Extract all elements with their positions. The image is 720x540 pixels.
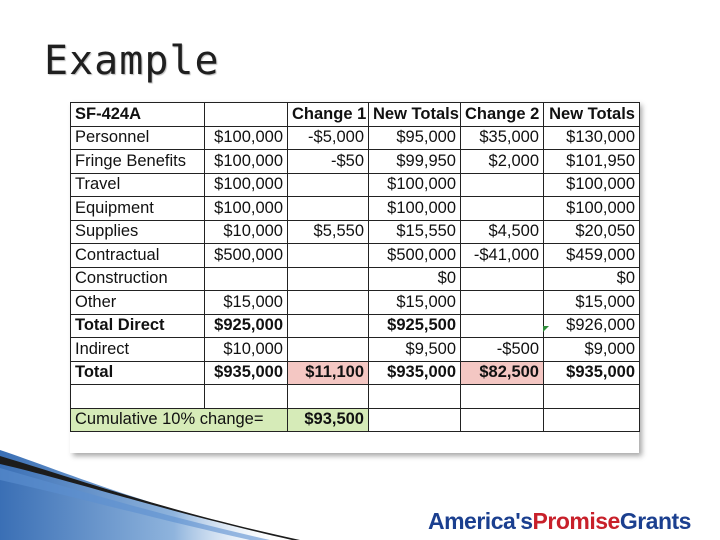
cell-newtotal2: $20,050 — [544, 220, 640, 244]
cell-original: $100,000 — [205, 197, 288, 221]
row-label: Total — [71, 361, 205, 385]
cell-original: $100,000 — [205, 126, 288, 150]
cell-change2 — [461, 314, 544, 338]
cell-change1 — [288, 267, 369, 291]
cumulative-value: $93,500 — [288, 408, 369, 432]
slide-title: Example — [44, 38, 220, 84]
table-row-equipment — [71, 197, 640, 221]
cell-change1: $5,550 — [288, 220, 369, 244]
row-label: Contractual — [71, 244, 205, 268]
cell-original: $925,000 — [205, 314, 288, 338]
blank-cell — [461, 408, 544, 432]
blank-cell — [544, 385, 640, 409]
cell-newtotal1: $99,950 — [369, 150, 461, 174]
cell-original: $100,000 — [205, 173, 288, 197]
cell-newtotal1: $9,500 — [369, 338, 461, 362]
row-label: Personnel — [71, 126, 205, 150]
cell-original: $10,000 — [205, 220, 288, 244]
cell-original: $10,000 — [205, 338, 288, 362]
row-label: Indirect — [71, 338, 205, 362]
cell-change2: -$41,000 — [461, 244, 544, 268]
cell-newtotal1: $925,500 — [369, 314, 461, 338]
table-row-construction — [71, 267, 640, 291]
cell-newtotal1: $100,000 — [369, 173, 461, 197]
cell-newtotal2: $9,000 — [544, 338, 640, 362]
table-row-fringe — [71, 150, 640, 174]
cell-newtotal2: $101,950 — [544, 150, 640, 174]
blank-cell — [369, 385, 461, 409]
cell-change1: -$50 — [288, 150, 369, 174]
cell-newtotal2: $100,000 — [544, 197, 640, 221]
table-row-personnel — [71, 126, 640, 150]
cell-change1 — [288, 197, 369, 221]
cell-original: $500,000 — [205, 244, 288, 268]
row-label: Construction — [71, 267, 205, 291]
cell-newtotal2: $130,000 — [544, 126, 640, 150]
row-label: Equipment — [71, 197, 205, 221]
cell-newtotal2: $926,000 — [544, 314, 640, 338]
table-row-contractual — [71, 244, 640, 268]
brand-logo — [428, 508, 691, 535]
row-label: Fringe Benefits — [71, 150, 205, 174]
table-row-total — [71, 361, 640, 385]
table-row-total-direct — [71, 314, 640, 338]
cell-change2 — [461, 291, 544, 315]
table-row-travel — [71, 173, 640, 197]
cell-change2: $35,000 — [461, 126, 544, 150]
row-label: Supplies — [71, 220, 205, 244]
cell-change1 — [288, 338, 369, 362]
cumulative-label: Cumulative 10% change= — [71, 408, 288, 432]
blank-cell — [461, 385, 544, 409]
cell-change1: -$5,000 — [288, 126, 369, 150]
header-cell-newtotals2: New Totals — [544, 103, 640, 127]
cell-change2: $2,000 — [461, 150, 544, 174]
blank-cell — [369, 408, 461, 432]
cell-change1 — [288, 244, 369, 268]
cell-original: $100,000 — [205, 150, 288, 174]
cumulative-row — [71, 408, 640, 432]
cell-change2: -$500 — [461, 338, 544, 362]
cell-change1 — [288, 291, 369, 315]
cell-original: $935,000 — [205, 361, 288, 385]
cell-newtotal1: $0 — [369, 267, 461, 291]
cell-original — [205, 267, 288, 291]
table-row-indirect — [71, 338, 640, 362]
blank-cell — [288, 385, 369, 409]
blank-cell — [205, 385, 288, 409]
cell-newtotal1: $100,000 — [369, 197, 461, 221]
cell-newtotal1: $500,000 — [369, 244, 461, 268]
table-row-blank — [71, 385, 640, 409]
cell-change2 — [461, 173, 544, 197]
cell-change2 — [461, 267, 544, 291]
cell-change2 — [461, 197, 544, 221]
budget-table-image — [70, 102, 639, 453]
cell-newtotal2: $0 — [544, 267, 640, 291]
blank-cell — [71, 385, 205, 409]
header-cell-original — [205, 103, 288, 127]
blank-cell — [544, 408, 640, 432]
cell-change1: $11,100 — [288, 361, 369, 385]
budget-table — [70, 102, 640, 432]
header-cell-newtotals1: New Totals — [369, 103, 461, 127]
cell-change2: $4,500 — [461, 220, 544, 244]
cell-original: $15,000 — [205, 291, 288, 315]
cell-newtotal2: $935,000 — [544, 361, 640, 385]
row-label: Other — [71, 291, 205, 315]
cell-newtotal1: $935,000 — [369, 361, 461, 385]
row-label: Travel — [71, 173, 205, 197]
header-cell-change1: Change 1 — [288, 103, 369, 127]
logo-text-promise: Promise — [532, 508, 620, 534]
cell-change2: $82,500 — [461, 361, 544, 385]
cell-change1 — [288, 173, 369, 197]
logo-text-americas: America's — [428, 508, 533, 534]
header-cell-change2: Change 2 — [461, 103, 544, 127]
cell-comment-marker-icon — [543, 326, 549, 332]
cell-newtotal1: $95,000 — [369, 126, 461, 150]
cell-newtotal1: $15,550 — [369, 220, 461, 244]
cell-change1 — [288, 314, 369, 338]
cell-newtotal2: $459,000 — [544, 244, 640, 268]
cell-newtotal1: $15,000 — [369, 291, 461, 315]
logo-text-grants: Grants — [619, 508, 691, 534]
header-row — [71, 103, 640, 127]
cell-newtotal2: $100,000 — [544, 173, 640, 197]
row-label: Total Direct — [71, 314, 205, 338]
cell-newtotal2: $15,000 — [544, 291, 640, 315]
table-row-other — [71, 291, 640, 315]
table-row-supplies — [71, 220, 640, 244]
header-cell-form: SF-424A — [71, 103, 205, 127]
